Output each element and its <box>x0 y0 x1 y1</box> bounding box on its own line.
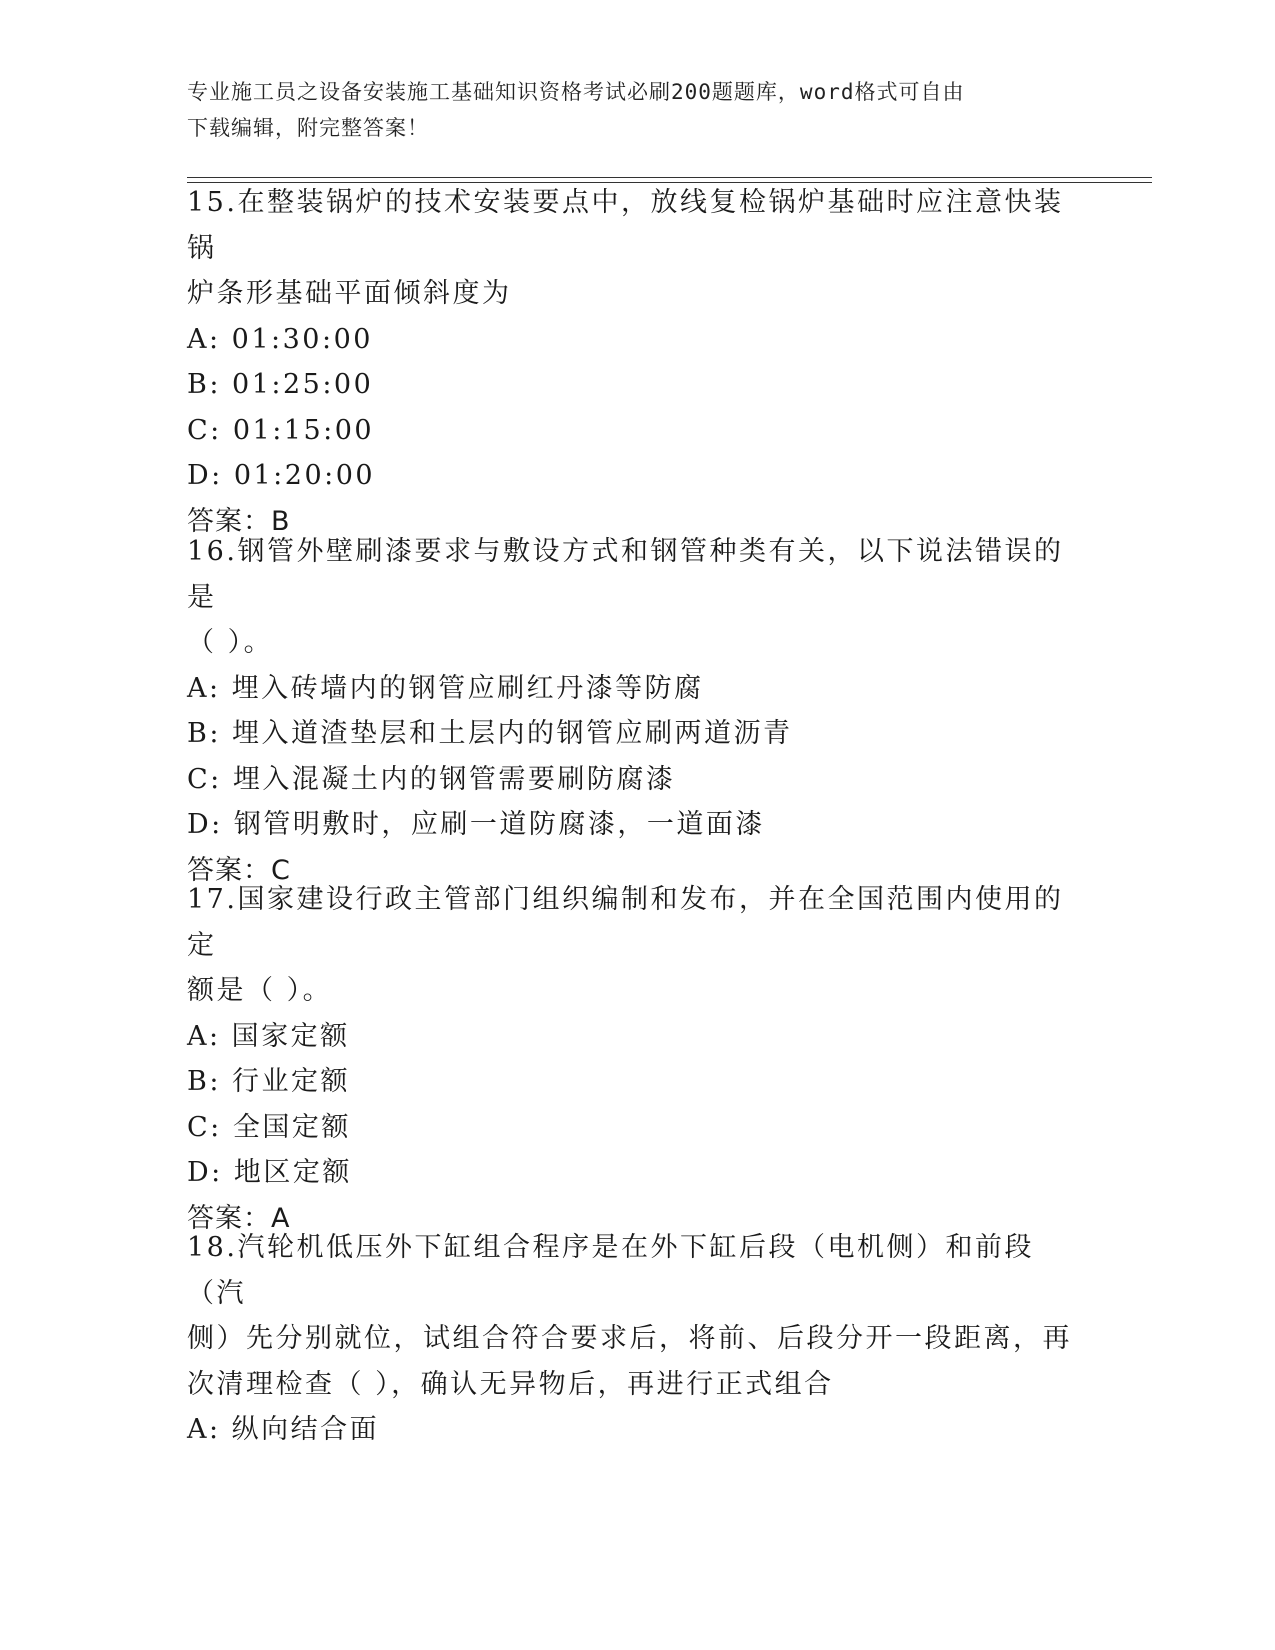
stem-line: 侧）先分别就位，试组合符合要求后，将前、后段分开一段距离，再 <box>187 1323 1072 1354</box>
option-b: B: 埋入道渣垫层和土层内的钢管应刷两道沥青 <box>187 718 793 749</box>
option-c: C: 埋入混凝土内的钢管需要刷防腐漆 <box>187 763 676 795</box>
stem-line: （ ）。 <box>187 627 274 658</box>
answer: 答案：B <box>187 505 291 537</box>
question-16 <box>187 529 1077 893</box>
stem-line: 15.在整装锅炉的技术安装要点中，放线复检锅炉基础时应注意快装锅 <box>187 187 1064 264</box>
question-15 <box>187 180 1077 544</box>
answer: 答案：A <box>187 1202 291 1234</box>
option-d: D: 01:20:00 <box>187 460 376 491</box>
option-c: C: 全国定额 <box>187 1111 351 1143</box>
option-b: B: 01:25:00 <box>187 369 374 400</box>
stem-line: 16.钢管外壁刷漆要求与敷设方式和钢管种类有关，以下说法错误的是 <box>187 536 1064 613</box>
question-stem <box>187 877 1077 1014</box>
question-stem <box>187 180 1077 317</box>
header-line-2: 下载编辑，附完整答案！ <box>187 116 429 140</box>
question-stem <box>187 529 1077 666</box>
option-a: A: 纵向结合面 <box>187 1414 380 1445</box>
question-17 <box>187 877 1077 1241</box>
option-d: D: 地区定额 <box>187 1157 352 1188</box>
option-a: A: 埋入砖墙内的钢管应刷红丹漆等防腐 <box>187 672 704 704</box>
document-header <box>187 74 1067 146</box>
stem-line: 17.国家建设行政主管部门组织编制和发布，并在全国范围内使用的定 <box>187 884 1064 961</box>
option-a: A: 国家定额 <box>187 1020 350 1052</box>
option-a: A: 01:30:00 <box>187 323 373 355</box>
stem-line: 炉条形基础平面倾斜度为 <box>187 278 512 309</box>
header-line-1: 专业施工员之设备安装施工基础知识资格考试必刷200题题库，word格式可自由 <box>187 80 965 104</box>
answer: 答案：C <box>187 854 291 886</box>
stem-line: 18.汽轮机低压外下缸组合程序是在外下缸后段（电机侧）和前段（汽 <box>187 1232 1034 1309</box>
option-c: C: 01:15:00 <box>187 414 375 446</box>
question-18 <box>187 1225 1077 1453</box>
question-stem <box>187 1225 1077 1407</box>
stem-line: 额是（ ）。 <box>187 975 333 1006</box>
option-d: D: 钢管明敷时，应刷一道防腐漆，一道面漆 <box>187 809 765 840</box>
option-b: B: 行业定额 <box>187 1066 351 1097</box>
stem-line: 次清理检查（ ），确认无异物后，再进行正式组合 <box>187 1368 834 1400</box>
